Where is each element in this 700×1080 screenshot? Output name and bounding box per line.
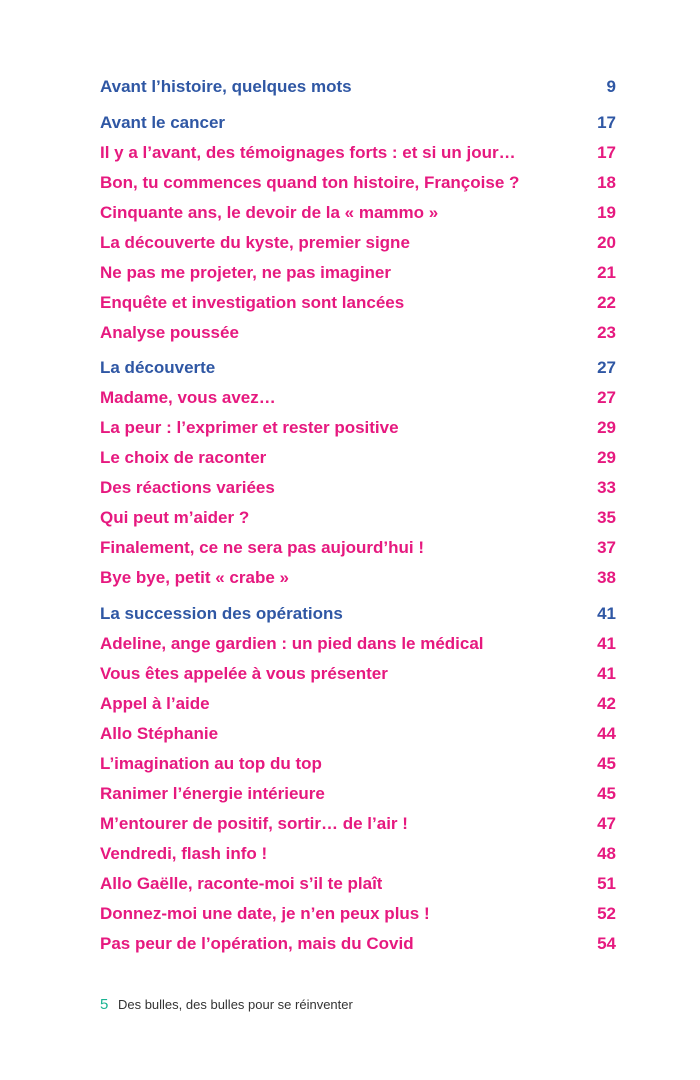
toc-title: Analyse poussée bbox=[100, 322, 239, 342]
toc-title: Vendredi, flash info ! bbox=[100, 843, 268, 863]
toc-title: Pas peur de l’opération, mais du Covid bbox=[100, 933, 414, 953]
toc-title: Ne pas me projeter, ne pas imaginer bbox=[100, 262, 392, 282]
footer-book-title: Des bulles, des bulles pour se réinventer bbox=[117, 997, 353, 1012]
toc-entry bbox=[100, 413, 616, 443]
toc-entry bbox=[100, 689, 616, 719]
toc-title: La peur : l’exprimer et rester positive bbox=[100, 418, 399, 437]
toc-page-number: 27 bbox=[597, 388, 616, 407]
toc-page-number: 33 bbox=[597, 478, 616, 497]
toc-page-number: 54 bbox=[597, 933, 616, 953]
toc-page-number: 42 bbox=[597, 693, 616, 713]
toc-entry bbox=[100, 168, 616, 198]
toc-entry bbox=[100, 869, 616, 899]
toc-title: Donnez-moi une date, je n’en peux plus ! bbox=[100, 903, 430, 923]
toc-title: Enquête et investigation sont lancées bbox=[100, 292, 405, 312]
toc-entry bbox=[100, 138, 616, 168]
toc-title: Allo Stéphanie bbox=[100, 723, 219, 743]
toc-page-number: 47 bbox=[597, 813, 616, 833]
toc-page-number: 20 bbox=[597, 232, 616, 252]
toc-title: Ranimer l’énergie intérieure bbox=[100, 783, 325, 803]
toc-entry bbox=[100, 228, 616, 258]
toc-page-number: 17 bbox=[597, 112, 616, 132]
toc-title: La découverte du kyste, premier signe bbox=[100, 232, 410, 252]
toc-entry bbox=[100, 288, 616, 318]
toc-page-number: 29 bbox=[597, 448, 616, 467]
toc-page-number: 44 bbox=[597, 723, 616, 743]
toc-title: Vous êtes appelée à vous présenter bbox=[100, 663, 388, 683]
toc-entry bbox=[100, 563, 616, 593]
toc-page-number: 52 bbox=[597, 903, 616, 923]
toc-entry bbox=[100, 258, 616, 288]
toc-page-number: 29 bbox=[597, 418, 616, 437]
toc-section-heading bbox=[100, 353, 616, 383]
toc-page-number: 45 bbox=[597, 783, 616, 803]
toc-entry bbox=[100, 198, 616, 228]
toc-title: Appel à l’aide bbox=[100, 693, 210, 713]
toc-title: Madame, vous avez… bbox=[100, 388, 276, 407]
toc-entry bbox=[100, 839, 616, 869]
toc-page-number: 27 bbox=[597, 358, 616, 377]
toc-title: La succession des opérations bbox=[100, 603, 343, 623]
toc-title: Le choix de raconter bbox=[100, 448, 267, 467]
toc-entry bbox=[100, 533, 616, 563]
table-of-contents bbox=[100, 72, 616, 959]
toc-entry bbox=[100, 779, 616, 809]
toc-entry bbox=[100, 899, 616, 929]
toc-entry bbox=[100, 749, 616, 779]
toc-title: M’entourer de positif, sortir… de l’air ! bbox=[100, 813, 408, 833]
toc-page-number: 22 bbox=[597, 292, 616, 312]
toc-entry bbox=[100, 659, 616, 689]
toc-page-number: 48 bbox=[597, 843, 616, 863]
toc-page-number: 38 bbox=[597, 568, 616, 587]
toc-page-number: 51 bbox=[597, 873, 616, 893]
toc-entry bbox=[100, 929, 616, 959]
toc-page-number: 19 bbox=[597, 202, 616, 222]
toc-page-number: 41 bbox=[597, 663, 616, 683]
toc-title: Bye bye, petit « crabe » bbox=[100, 568, 289, 587]
toc-page-number: 41 bbox=[597, 633, 616, 653]
toc-title: Bon, tu commences quand ton histoire, Françoise ? bbox=[100, 172, 520, 192]
toc-section-heading bbox=[100, 599, 616, 629]
toc-title: Des réactions variées bbox=[100, 478, 275, 497]
toc-page-number: 41 bbox=[597, 603, 616, 623]
toc-page-number: 18 bbox=[597, 172, 616, 192]
toc-entry bbox=[100, 318, 616, 348]
toc-entry bbox=[100, 443, 616, 473]
page-footer bbox=[100, 996, 353, 1013]
toc-entry bbox=[100, 719, 616, 749]
toc-page-number: 35 bbox=[597, 508, 616, 527]
toc-title: Il y a l’avant, des témoignages forts : et si un jour… bbox=[100, 142, 516, 162]
toc-title: Avant l’histoire, quelques mots bbox=[100, 77, 352, 96]
toc-title: Qui peut m’aider ? bbox=[100, 508, 250, 527]
toc-page-number: 21 bbox=[597, 262, 616, 282]
toc-title: La découverte bbox=[100, 358, 216, 377]
toc-page-number: 17 bbox=[597, 142, 616, 162]
toc-entry bbox=[100, 809, 616, 839]
toc-title: Cinquante ans, le devoir de la « mammo » bbox=[100, 202, 439, 222]
toc-page-number: 9 bbox=[606, 77, 616, 96]
toc-entry bbox=[100, 503, 616, 533]
toc-section-heading bbox=[100, 108, 616, 138]
toc-title: Finalement, ce ne sera pas aujourd’hui ! bbox=[100, 538, 425, 557]
toc-page-number: 37 bbox=[597, 538, 616, 557]
toc-section-heading bbox=[100, 72, 616, 102]
toc-title: Allo Gaëlle, raconte-moi s’il te plaît bbox=[100, 873, 383, 893]
toc-title: L’imagination au top du top bbox=[100, 753, 322, 773]
footer-page-number: 5 bbox=[100, 996, 109, 1013]
toc-page-number: 45 bbox=[597, 753, 616, 773]
toc-entry bbox=[100, 629, 616, 659]
toc-title: Adeline, ange gardien : un pied dans le médical bbox=[100, 633, 484, 653]
toc-title: Avant le cancer bbox=[100, 112, 226, 132]
toc-page-number: 23 bbox=[597, 322, 616, 342]
toc-entry bbox=[100, 473, 616, 503]
toc-entry bbox=[100, 383, 616, 413]
